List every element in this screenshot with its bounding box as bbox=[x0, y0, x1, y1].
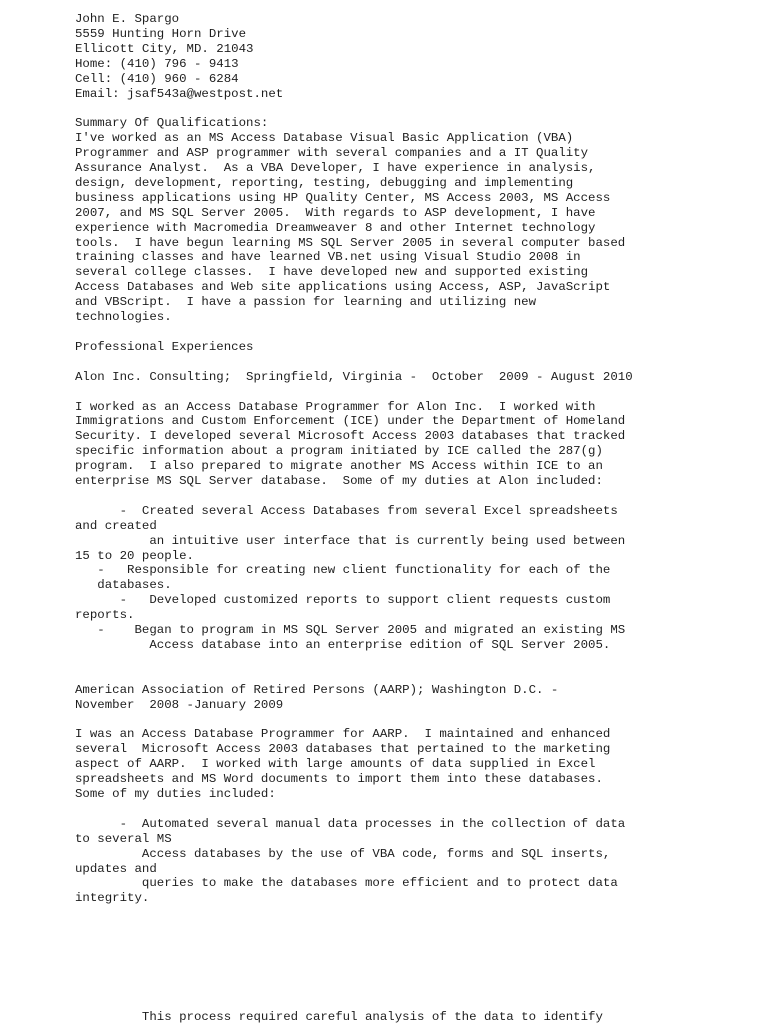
job-description-line: I was an Access Database Programmer for AARP. I maintained and enhanced bbox=[75, 727, 611, 742]
duty-line: Access databases by the use of VBA code, forms and SQL inserts, bbox=[75, 846, 611, 861]
duty-line: to several MS bbox=[75, 831, 172, 846]
summary-line: business applications using HP Quality Center, MS Access 2003, MS Access bbox=[75, 190, 611, 205]
job-aarp bbox=[75, 683, 755, 1025]
summary-line: training classes and have learned VB.net using Visual Studio 2008 in bbox=[75, 250, 581, 265]
contact-cell-phone: Cell: (410) 960 - 6284 bbox=[75, 71, 239, 86]
job-description-line: enterprise MS SQL Server database. Some of my duties at Alon included: bbox=[75, 474, 603, 489]
contact-city: Ellicott City, MD. 21043 bbox=[75, 41, 254, 56]
duty-line: an intuitive user interface that is currently being used between bbox=[75, 533, 626, 548]
duty-list bbox=[75, 817, 755, 906]
duty-line: - Began to program in MS SQL Server 2005 and migrated an existing MS bbox=[75, 623, 626, 638]
duty-line: updates and bbox=[75, 861, 157, 876]
contact-block bbox=[75, 12, 755, 101]
summary-paragraph bbox=[75, 131, 755, 325]
summary-line: design, development, reporting, testing, debugging and implementing bbox=[75, 175, 574, 190]
experience-heading: Professional Experiences bbox=[75, 339, 254, 354]
duty-line: and created bbox=[75, 518, 157, 533]
duty-line: queries to make the databases more efficient and to protect data bbox=[75, 876, 618, 891]
duty-line: - Responsible for creating new client functionality for each of the bbox=[75, 563, 611, 578]
duty-line: reports. bbox=[75, 608, 135, 623]
summary-line: I've worked as an MS Access Database Visual Basic Application (VBA) bbox=[75, 131, 574, 146]
duty-line: - Automated several manual data processes in the collection of data bbox=[75, 816, 626, 831]
job-description-line: I worked as an Access Database Programmer for Alon Inc. I worked with bbox=[75, 399, 596, 414]
summary-line: several college classes. I have developed new and supported existing bbox=[75, 265, 589, 280]
duty-line: 15 to 20 people. bbox=[75, 548, 194, 563]
summary-line: Assurance Analyst. As a VBA Developer, I have experience in analysis, bbox=[75, 161, 596, 176]
job-title: Alon Inc. Consulting; Springfield, Virginia - October 2009 - August 2010 bbox=[75, 369, 633, 384]
duty-line: This process required careful analysis of the data to identify bbox=[75, 1010, 603, 1025]
contact-name: John E. Spargo bbox=[75, 12, 180, 26]
duty-line: databases. bbox=[75, 578, 172, 593]
job-description-line: spreadsheets and MS Word documents to import them into these databases. bbox=[75, 772, 603, 787]
contact-street: 5559 Hunting Horn Drive bbox=[75, 26, 247, 41]
resume-document bbox=[75, 12, 755, 1025]
duty-line: - Developed customized reports to support client requests custom bbox=[75, 593, 611, 608]
summary-heading: Summary Of Qualifications: bbox=[75, 116, 269, 131]
job-description-line: several Microsoft Access 2003 databases that pertained to the marketing bbox=[75, 742, 611, 757]
duty-line: - Created several Access Databases from several Excel spreadsheets bbox=[75, 503, 618, 518]
summary-line: 2007, and MS SQL Server 2005. With regards to ASP development, I have bbox=[75, 205, 596, 220]
job-description-line: aspect of AARP. I worked with large amounts of data supplied in Excel bbox=[75, 757, 596, 772]
job-dates: November 2008 -January 2009 bbox=[75, 697, 284, 712]
duty-list bbox=[75, 504, 755, 653]
summary-line: Programmer and ASP programmer with several companies and a IT Quality bbox=[75, 146, 589, 161]
duty-line: integrity. bbox=[75, 891, 150, 906]
contact-email: Email: jsaf543a@westpost.net bbox=[75, 86, 284, 101]
job-description-line: Some of my duties included: bbox=[75, 787, 276, 801]
duty-line: Access database into an enterprise edition of SQL Server 2005. bbox=[75, 637, 611, 652]
job-description-line: Security. I developed several Microsoft Access 2003 databases that tracked bbox=[75, 429, 626, 444]
job-alon bbox=[75, 370, 755, 653]
job-description-line: specific information about a program initiated by ICE called the 287(g) bbox=[75, 444, 603, 459]
job-description-line: Immigrations and Custom Enforcement (ICE) under the Department of Homeland bbox=[75, 414, 626, 429]
job-title: American Association of Retired Persons (AARP); Washington D.C. - bbox=[75, 682, 559, 697]
summary-line: Access Databases and Web site applications using Access, ASP, JavaScript bbox=[75, 280, 611, 295]
job-description-line: program. I also prepared to migrate another MS Access within ICE to an bbox=[75, 459, 603, 474]
summary-line: tools. I have begun learning MS SQL Server 2005 in several computer based bbox=[75, 235, 626, 250]
summary-line: experience with Macromedia Dreamweaver 8 and other Internet technology bbox=[75, 220, 596, 235]
summary-line: technologies. bbox=[75, 310, 172, 325]
contact-home-phone: Home: (410) 796 - 9413 bbox=[75, 56, 239, 71]
summary-line: and VBScript. I have a passion for learning and utilizing new bbox=[75, 295, 537, 310]
